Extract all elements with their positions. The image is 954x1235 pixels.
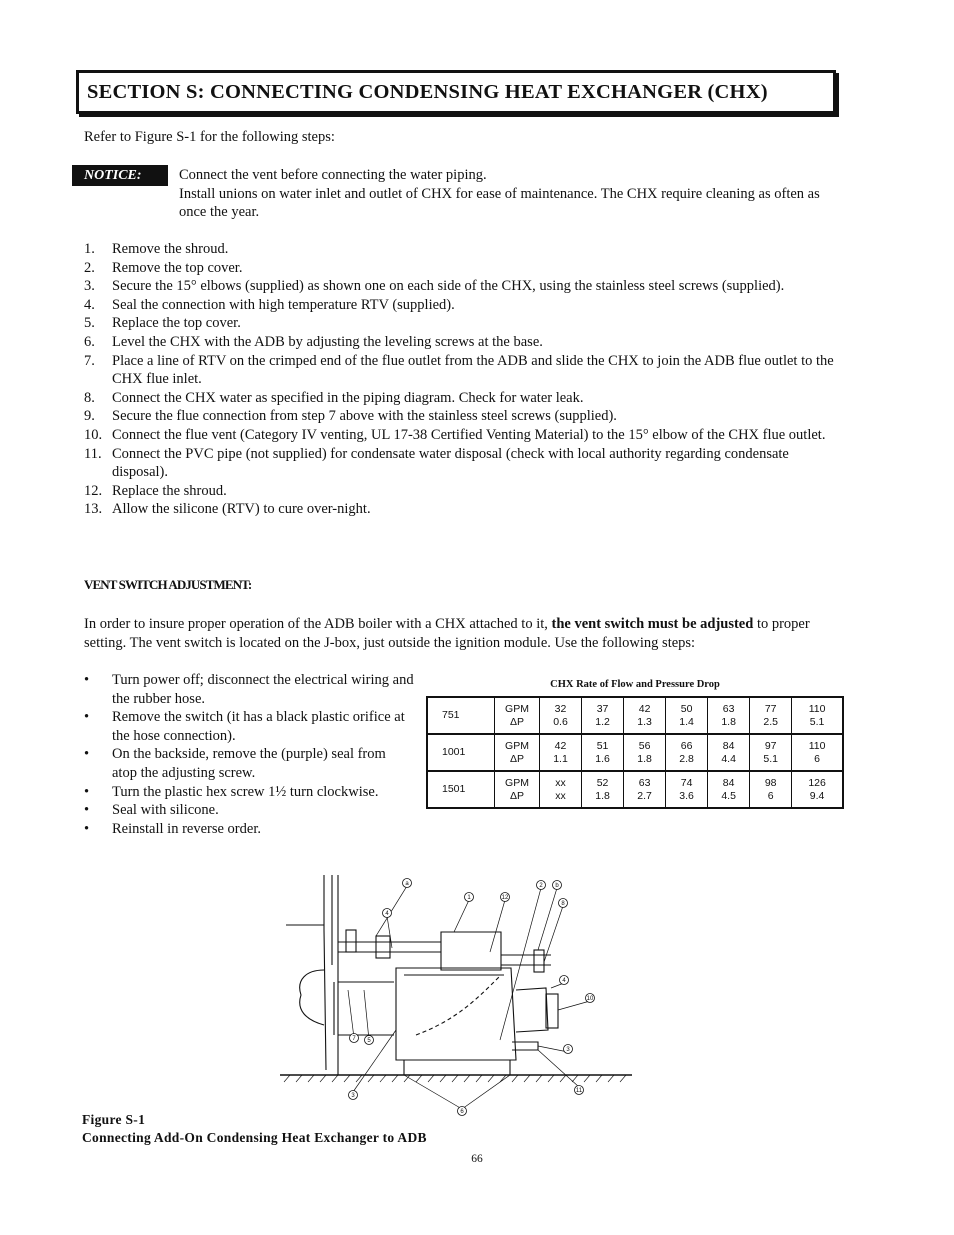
bullet-marker: • bbox=[84, 672, 90, 688]
flow-table-row bbox=[427, 771, 843, 808]
callout-3a: 3 bbox=[566, 1047, 570, 1053]
flow-value-cell bbox=[666, 734, 708, 771]
notice-line-1: Connect the vent before connecting the water piping. bbox=[179, 167, 487, 183]
gpm-value: 97 bbox=[764, 739, 777, 752]
step-text: Replace the shroud. bbox=[112, 482, 227, 499]
model-cell: 1501 bbox=[427, 771, 495, 808]
step-text: Secure the flue connection from step 7 above with the stainless steel screws (supplied). bbox=[112, 408, 617, 425]
dp-value: 1.3 bbox=[637, 715, 652, 728]
dp-value: 1.1 bbox=[553, 752, 568, 765]
vent-intro-bold: the vent switch must be adjusted bbox=[551, 616, 754, 632]
callout-a: a bbox=[405, 881, 409, 887]
step-item bbox=[84, 277, 844, 296]
dp-value: 6 bbox=[814, 752, 821, 765]
gpm-value: 56 bbox=[638, 739, 651, 752]
step-item bbox=[84, 259, 844, 278]
step-item bbox=[84, 500, 844, 519]
step-text: Connect the PVC pipe (not supplied) for condensate water disposal (check with local authority regarding condensate disposal). bbox=[112, 445, 789, 481]
step-text: Remove the shroud. bbox=[112, 241, 229, 257]
dp-label: ΔP bbox=[509, 715, 525, 728]
dp-label: ΔP bbox=[509, 789, 525, 802]
gpm-value: xx bbox=[555, 776, 566, 789]
step-text: Remove the top cover. bbox=[112, 259, 243, 276]
step-number: 5. bbox=[84, 315, 95, 332]
model-cell: 751 bbox=[427, 697, 495, 734]
dp-value: 4.4 bbox=[721, 752, 736, 765]
flow-value-cell bbox=[624, 697, 666, 734]
vent-step-text: Seal with silicone. bbox=[112, 802, 219, 819]
bullet-marker: • bbox=[84, 746, 90, 763]
gpm-value: 52 bbox=[596, 776, 609, 789]
step-number: 11. bbox=[84, 445, 102, 462]
step-item bbox=[84, 314, 844, 333]
vent-step-text: Turn the plastic hex screw 1½ turn clockwise. bbox=[112, 783, 379, 800]
bullet-marker: • bbox=[84, 802, 90, 819]
dp-value: 9.4 bbox=[809, 789, 825, 802]
gpm-value: 110 bbox=[808, 702, 826, 715]
flow-table-row bbox=[427, 697, 843, 734]
gpm-value: 50 bbox=[680, 702, 693, 715]
vent-step-text: Turn power off; disconnect the electrical wiring and the rubber hose. bbox=[112, 672, 414, 707]
step-number: 6. bbox=[84, 333, 95, 350]
step-text: Secure the 15° elbows (supplied) as shown one on each side of the CHX, using the stainless steel screws (supplied). bbox=[112, 278, 785, 295]
intro-ref: Refer to Figure S-1 for the following steps: bbox=[84, 129, 335, 145]
dp-value: 2.5 bbox=[763, 715, 778, 728]
dp-value: 1.8 bbox=[595, 789, 610, 802]
bullet-marker: • bbox=[84, 783, 90, 800]
step-number: 13. bbox=[84, 501, 103, 518]
step-item bbox=[84, 426, 844, 445]
step-text: Connect the CHX water as specified in the piping diagram. Check for water leak. bbox=[112, 389, 584, 406]
flow-value-cell bbox=[792, 697, 843, 734]
section-title-box bbox=[76, 70, 836, 114]
vent-switch-heading: VENT SWITCH ADJUSTMENT: bbox=[84, 577, 252, 592]
flow-value-cell bbox=[792, 771, 843, 808]
gpm-value: 63 bbox=[722, 702, 735, 715]
gpm-label: GPM bbox=[505, 776, 529, 789]
callout-3b: 3 bbox=[351, 1093, 355, 1099]
vent-steps-list bbox=[84, 671, 414, 838]
flow-value-cell bbox=[582, 697, 624, 734]
step-number: 3. bbox=[84, 278, 95, 295]
model-cell: 1001 bbox=[427, 734, 495, 771]
bullet-marker: • bbox=[84, 820, 90, 837]
gpm-value: 98 bbox=[764, 776, 777, 789]
step-number: 2. bbox=[84, 259, 95, 276]
dp-value: 3.6 bbox=[679, 789, 694, 802]
flow-value-cell bbox=[624, 734, 666, 771]
step-text: Replace the top cover. bbox=[112, 315, 241, 332]
callout-6: 6 bbox=[460, 1109, 464, 1115]
section-title: SECTION S: CONNECTING CONDENSING HEAT EXCHANGER (CHX) bbox=[87, 80, 768, 103]
dp-value: 4.5 bbox=[721, 789, 736, 802]
dp-value: 1.4 bbox=[679, 715, 694, 728]
dp-value: 6 bbox=[767, 789, 774, 802]
flow-value-cell bbox=[750, 697, 792, 734]
gpm-value: 42 bbox=[554, 739, 567, 752]
callout-b: b bbox=[555, 883, 559, 889]
step-number: 7. bbox=[84, 352, 95, 369]
vent-step-text: Reinstall in reverse order. bbox=[112, 820, 261, 837]
vent-step-item bbox=[84, 783, 414, 802]
flow-value-cell bbox=[540, 734, 582, 771]
flow-value-cell bbox=[624, 771, 666, 808]
step-text: Seal the connection with high temperature RTV (supplied). bbox=[112, 296, 455, 313]
gpm-value: 74 bbox=[680, 776, 693, 789]
flow-value-cell bbox=[582, 771, 624, 808]
gpm-value: 42 bbox=[638, 702, 651, 715]
step-item bbox=[84, 333, 844, 352]
gpm-value: 37 bbox=[596, 702, 609, 715]
flow-value-cell bbox=[666, 697, 708, 734]
callout-1: 1 bbox=[467, 895, 471, 901]
step-item bbox=[84, 240, 844, 259]
bullet-marker: • bbox=[84, 709, 90, 726]
label-cell bbox=[495, 771, 540, 808]
dp-value: 1.8 bbox=[637, 752, 652, 765]
vent-switch bbox=[346, 930, 356, 952]
vent-step-text: Remove the switch (it has a black plastic orifice at the hose connection). bbox=[112, 709, 405, 744]
step-item bbox=[84, 482, 844, 501]
dp-label: ΔP bbox=[509, 752, 525, 765]
vent-step-text: On the backside, remove the (purple) seal from atop the adjusting screw. bbox=[112, 746, 386, 781]
step-number: 9. bbox=[84, 408, 95, 425]
step-item bbox=[84, 407, 844, 426]
notice-line-2: Install unions on water inlet and outlet of CHX for ease of maintenance. The CHX require cleaning as often as once the year. bbox=[179, 185, 820, 221]
flow-value-cell bbox=[708, 734, 750, 771]
boiler-jacket-edge bbox=[300, 970, 324, 1025]
chx-top-cover bbox=[441, 932, 501, 970]
step-number: 1. bbox=[84, 241, 95, 257]
gpm-value: 77 bbox=[764, 702, 777, 715]
gpm-value: 63 bbox=[638, 776, 651, 789]
figure-s1-diagram bbox=[276, 870, 636, 1120]
step-text: Connect the flue vent (Category IV venting, UL 17-38 Certified Venting Material) to the 15° elbow of the CHX flue outlet. bbox=[112, 426, 826, 443]
step-item bbox=[84, 296, 844, 315]
boiler-wall bbox=[324, 875, 338, 1075]
callout-11: 11 bbox=[575, 1088, 583, 1094]
flow-value-cell bbox=[792, 734, 843, 771]
figure-caption-text: Connecting Add-On Condensing Heat Exchanger to ADB bbox=[82, 1130, 427, 1145]
step-item bbox=[84, 352, 844, 389]
dp-value: 2.8 bbox=[679, 752, 694, 765]
flow-table bbox=[426, 696, 844, 809]
step-number: 10. bbox=[84, 426, 103, 443]
flow-value-cell bbox=[582, 734, 624, 771]
flow-value-cell bbox=[708, 771, 750, 808]
dp-value: 1.8 bbox=[721, 715, 736, 728]
step-item bbox=[84, 389, 844, 408]
step-number: 8. bbox=[84, 389, 95, 406]
dp-value: 5.1 bbox=[763, 752, 778, 765]
pipe-union-right bbox=[534, 950, 544, 972]
vent-step-item bbox=[84, 671, 414, 708]
step-number: 4. bbox=[84, 296, 95, 313]
vent-step-item bbox=[84, 745, 414, 782]
gpm-label: GPM bbox=[505, 702, 529, 715]
dp-value: 1.2 bbox=[595, 715, 610, 728]
callout-12: 12 bbox=[501, 895, 509, 901]
callout-8: 8 bbox=[561, 901, 565, 907]
flow-value-cell bbox=[540, 771, 582, 808]
step-item bbox=[84, 445, 844, 482]
vent-intro-before: In order to insure proper operation of the ADB boiler with a CHX attached to it, bbox=[84, 616, 552, 632]
notice-badge: NOTICE: bbox=[72, 165, 168, 186]
gpm-label: GPM bbox=[505, 739, 529, 752]
callout-5: 5 bbox=[367, 1038, 371, 1044]
flow-table-title: CHX Rate of Flow and Pressure Drop bbox=[550, 679, 720, 690]
flow-value-cell bbox=[666, 771, 708, 808]
notice-text bbox=[179, 166, 844, 222]
label-cell bbox=[495, 697, 540, 734]
gpm-value: 51 bbox=[596, 739, 609, 752]
gpm-value: 84 bbox=[722, 776, 735, 789]
internal-flow-path bbox=[416, 975, 501, 1035]
callout-4b: 4 bbox=[562, 978, 566, 984]
figure-caption-label: Figure S-1 bbox=[82, 1112, 146, 1127]
callout-4a: 4 bbox=[385, 911, 389, 917]
gpm-value: 32 bbox=[554, 702, 567, 715]
step-number: 12. bbox=[84, 482, 103, 499]
flue-vent-elbow bbox=[516, 988, 548, 1032]
steps-list bbox=[84, 240, 844, 519]
step-text: Level the CHX with the ADB by adjusting the leveling screws at the base. bbox=[112, 333, 543, 350]
flow-value-cell bbox=[750, 771, 792, 808]
gpm-value: 126 bbox=[808, 776, 826, 789]
vent-step-item bbox=[84, 820, 414, 839]
ground-hatch bbox=[284, 1075, 626, 1082]
dp-value: 0.6 bbox=[553, 715, 568, 728]
gpm-value: 110 bbox=[808, 739, 826, 752]
dp-value: xx bbox=[555, 789, 566, 802]
flow-value-cell bbox=[750, 734, 792, 771]
flow-value-cell bbox=[540, 697, 582, 734]
dp-value: 1.6 bbox=[595, 752, 610, 765]
step-text: Allow the silicone (RTV) to cure over-night. bbox=[112, 501, 371, 518]
gpm-value: 66 bbox=[680, 739, 693, 752]
vent-step-item bbox=[84, 708, 414, 745]
step-text: Place a line of RTV on the crimped end of the flue outlet from the ADB and slide the CHX to join the ADB flue outlet to the CHX flue inlet. bbox=[112, 352, 834, 388]
callout-2: 2 bbox=[539, 883, 543, 889]
callout-10: 10 bbox=[586, 996, 594, 1002]
page-number: 66 bbox=[471, 1153, 483, 1165]
dp-value: 5.1 bbox=[809, 715, 825, 728]
flow-table-row bbox=[427, 734, 843, 771]
vent-step-item bbox=[84, 801, 414, 820]
callout-7: 7 bbox=[352, 1036, 356, 1042]
vent-intro-after: to proper setting. The vent switch is located on the J-box, just outside the ignition module. Use the following steps: bbox=[84, 616, 810, 651]
flow-value-cell bbox=[708, 697, 750, 734]
pipe-union-left bbox=[376, 936, 390, 958]
label-cell bbox=[495, 734, 540, 771]
dp-value: 2.7 bbox=[637, 789, 652, 802]
gpm-value: 84 bbox=[722, 739, 735, 752]
leveling-screws bbox=[404, 1060, 510, 1075]
vent-intro bbox=[84, 615, 846, 652]
